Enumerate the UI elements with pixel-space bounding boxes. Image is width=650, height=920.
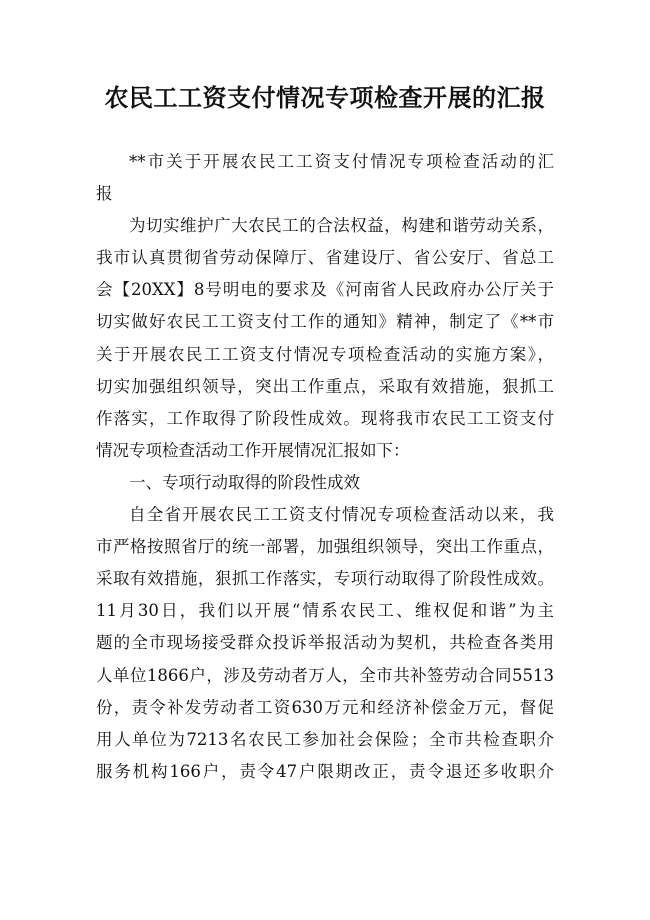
text-line: 人单位1866户，涉及劳动者万人，全市共补签劳动合同5513 [96, 665, 554, 685]
text-line: 题的全市现场接受群众投诉举报活动为契机，共检查各类用 [96, 633, 554, 653]
text-line: 切实加强组织领导，突出工作重点，采取有效措施，狠抓工 [96, 376, 554, 396]
text-line: 11月30日，我们以开展“情系农民工、维权促和谐”为主 [96, 601, 554, 621]
text-line: 市严格按照省厅的统一部署，加强组织领导，突出工作重点， [96, 537, 554, 557]
text-line: **市关于开展农民工工资支付情况专项检查活动的汇 [129, 152, 554, 171]
text-line: 切实做好农民工工资支付工作的通知》精神，制定了《**市 [96, 312, 554, 332]
text-line: 服务机构166户，责令47户限期改正，责令退还多收职介 [96, 761, 554, 781]
text-line: 份，责令补发劳动者工资630万元和经济补偿金万元，督促 [96, 697, 554, 717]
text-line: 自全省开展农民工工资支付情况专项检查活动以来，我 [129, 505, 554, 525]
document-title: 农民工工资支付情况专项检查开展的汇报 [104, 84, 546, 112]
document-body [96, 146, 554, 788]
text-line: 用人单位为7213名农民工参加社会保险；全市共检查职介 [96, 729, 554, 749]
text-line: 作落实，工作取得了阶段性成效。现将我市农民工工资支付 [96, 408, 554, 428]
text-line: 采取有效措施，狠抓工作落实，专项行动取得了阶段性成效。 [96, 569, 554, 589]
text-line: 关于开展农民工工资支付情况专项检查活动的实施方案》， [96, 344, 554, 364]
section-heading: 一、专项行动取得的阶段性成效 [129, 472, 360, 492]
text-line: 为切实维护广大农民工的合法权益，构建和谐劳动关系， [129, 216, 554, 236]
text-line: 报 [96, 184, 113, 204]
text-line: 会【20XX】8号明电的要求及《河南省人民政府办公厅关于 [96, 280, 554, 300]
text-line: 情况专项检查活动工作开展情况汇报如下： [96, 440, 410, 460]
text-line: 我市认真贯彻省劳动保障厅、省建设厅、省公安厅、省总工 [96, 248, 554, 268]
